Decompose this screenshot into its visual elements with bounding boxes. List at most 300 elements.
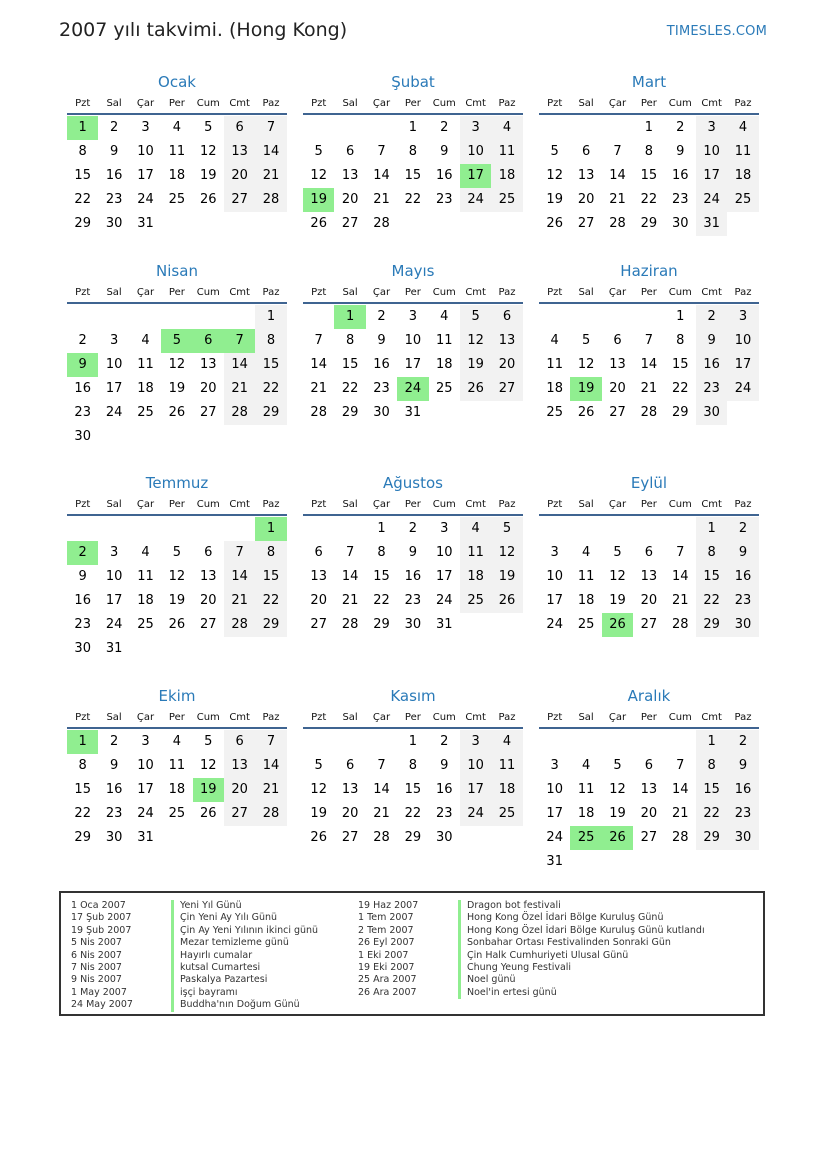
- day-cell: 11: [491, 140, 522, 164]
- month-4: [67, 260, 287, 449]
- month-name: Nisan: [156, 262, 198, 280]
- legend-date: 1 May 2007: [71, 986, 127, 998]
- day-cell: 19: [546, 192, 563, 207]
- day-cell: 24: [727, 377, 758, 401]
- day-empty: [570, 305, 601, 329]
- day-cell: 21: [255, 778, 286, 802]
- day-cell: 23: [435, 192, 453, 207]
- day-cell: 2: [377, 309, 386, 324]
- day-cell: 11: [168, 758, 186, 773]
- day-cell: 30: [435, 830, 453, 845]
- day-cell: 2: [696, 305, 727, 329]
- weekday-label: Per: [640, 287, 657, 298]
- day-cell: 13: [199, 569, 217, 584]
- day-cell: 16: [435, 168, 453, 183]
- day-empty: [665, 730, 696, 754]
- day-cell: 27: [199, 617, 217, 632]
- day-cell: 24: [546, 830, 563, 845]
- day-cell: 2: [727, 730, 758, 754]
- day-cell: 2: [78, 333, 87, 348]
- day-cell: 19: [609, 593, 626, 608]
- day-cell: 20: [199, 593, 217, 608]
- day-cell: 19: [303, 188, 334, 212]
- weekday-label: Paz: [262, 499, 280, 510]
- day-cell: 13: [341, 168, 359, 183]
- day-cell: 12: [460, 329, 491, 353]
- day-cell: 27: [491, 377, 522, 401]
- weekday-label: Paz: [734, 712, 752, 723]
- day-cell: 2: [67, 541, 98, 565]
- day-cell: 4: [141, 545, 150, 560]
- month-2: [303, 71, 523, 236]
- weekday-label: Paz: [498, 712, 516, 723]
- day-cell: 2: [109, 734, 119, 749]
- day-cell: 16: [404, 569, 422, 584]
- day-cell: 6: [193, 329, 224, 353]
- weekday-label: Sal: [106, 98, 122, 109]
- day-cell: 5: [550, 144, 559, 159]
- weekday-label: Cum: [668, 499, 692, 510]
- day-empty: [67, 305, 98, 329]
- day-cell: 10: [696, 140, 727, 164]
- day-cell: 26: [168, 617, 186, 632]
- day-cell: 22: [696, 802, 727, 826]
- day-cell: 20: [310, 593, 327, 608]
- day-cell: 3: [696, 116, 727, 140]
- day-cell: 20: [577, 192, 595, 207]
- day-cell: 22: [671, 381, 689, 396]
- day-cell: 22: [404, 806, 422, 821]
- day-cell: 17: [727, 353, 758, 377]
- day-cell: 20: [224, 778, 255, 802]
- day-cell: 18: [168, 168, 186, 183]
- day-cell: 30: [727, 613, 758, 637]
- weekday-header: [303, 707, 523, 729]
- day-cell: 23: [105, 192, 123, 207]
- weekday-header: [67, 494, 287, 516]
- weekday-label: Cmt: [229, 287, 250, 298]
- day-empty: [570, 730, 601, 754]
- day-cell: 8: [644, 144, 653, 159]
- day-cell: 6: [644, 758, 653, 773]
- day-cell: 31: [137, 830, 154, 845]
- day-cell: 27: [640, 830, 658, 845]
- day-cell: 7: [314, 333, 323, 348]
- weekday-label: Pzt: [311, 98, 327, 109]
- weekday-header: [67, 282, 287, 304]
- weekday-label: Cmt: [465, 98, 486, 109]
- legend-date: 26 Ara 2007: [358, 986, 417, 998]
- day-cell: 12: [491, 541, 522, 565]
- day-cell: 9: [78, 569, 87, 584]
- day-cell: 8: [377, 545, 386, 560]
- day-cell: 13: [491, 329, 522, 353]
- day-cell: 19: [168, 381, 186, 396]
- holiday-legend: [59, 891, 765, 1016]
- day-cell: 5: [613, 758, 622, 773]
- day-grid: [539, 516, 759, 637]
- weekday-label: Paz: [262, 287, 280, 298]
- weekday-label: Cum: [668, 712, 692, 723]
- day-cell: 21: [671, 806, 689, 821]
- day-cell: 14: [640, 357, 658, 372]
- day-cell: 24: [105, 617, 123, 632]
- day-cell: 23: [727, 802, 758, 826]
- day-cell: 9: [440, 758, 449, 773]
- day-cell: 18: [435, 357, 453, 372]
- day-cell: 9: [676, 144, 685, 159]
- day-grid: [67, 304, 287, 449]
- weekday-label: Cum: [196, 98, 220, 109]
- day-cell: 19: [193, 778, 224, 802]
- day-cell: 27: [341, 216, 359, 231]
- day-cell: 17: [546, 806, 563, 821]
- day-cell: 5: [204, 734, 213, 749]
- weekday-label: Cmt: [701, 287, 722, 298]
- weekday-label: Çar: [608, 98, 627, 109]
- legend-item: [358, 987, 705, 999]
- day-cell: 29: [373, 617, 390, 632]
- day-cell: 23: [373, 381, 390, 396]
- month-name: Ağustos: [383, 474, 443, 492]
- day-cell: 25: [491, 802, 522, 826]
- day-empty: [539, 305, 570, 329]
- day-cell: 15: [404, 168, 422, 183]
- legend-item: [71, 937, 318, 949]
- month-name: Şubat: [391, 73, 435, 91]
- day-cell: 16: [373, 357, 390, 372]
- day-cell: 11: [460, 541, 491, 565]
- weekday-label: Per: [640, 499, 657, 510]
- day-cell: 18: [546, 381, 563, 396]
- weekday-label: Cum: [196, 499, 220, 510]
- day-cell: 15: [696, 778, 727, 802]
- day-cell: 23: [74, 405, 91, 420]
- day-cell: 4: [172, 734, 181, 749]
- day-cell: 14: [255, 754, 286, 778]
- site-link[interactable]: TIMESLES.COM: [666, 24, 767, 39]
- day-cell: 16: [727, 565, 758, 589]
- day-cell: 9: [696, 329, 727, 353]
- weekday-header: [303, 93, 523, 115]
- day-cell: 12: [310, 782, 327, 797]
- day-cell: 29: [404, 830, 422, 845]
- weekday-label: Cmt: [465, 712, 486, 723]
- weekday-header: [303, 494, 523, 516]
- day-cell: 15: [74, 782, 91, 797]
- legend-date: 1 Tem 2007: [358, 912, 414, 924]
- weekday-label: Per: [640, 98, 657, 109]
- month-3: [539, 71, 759, 236]
- day-cell: 25: [137, 617, 154, 632]
- weekday-label: Pzt: [311, 712, 327, 723]
- day-cell: 8: [408, 144, 417, 159]
- month-1: [67, 71, 287, 236]
- day-cell: 24: [137, 192, 154, 207]
- day-cell: 1: [67, 116, 98, 140]
- legend-item: [358, 937, 705, 949]
- day-cell: 13: [640, 569, 658, 584]
- day-cell: 7: [224, 541, 255, 565]
- day-cell: 25: [546, 405, 563, 420]
- day-cell: 28: [671, 830, 689, 845]
- legend-item: [71, 912, 318, 924]
- weekday-label: Pzt: [547, 499, 563, 510]
- day-cell: 10: [546, 782, 563, 797]
- day-cell: 11: [546, 357, 563, 372]
- day-cell: 28: [671, 617, 689, 632]
- weekday-label: Sal: [106, 712, 122, 723]
- day-cell: 18: [137, 381, 154, 396]
- day-cell: 8: [78, 144, 87, 159]
- day-cell: 21: [609, 192, 626, 207]
- day-empty: [130, 305, 161, 329]
- day-empty: [161, 517, 192, 541]
- month-name: Aralık: [627, 687, 671, 705]
- day-cell: 7: [676, 758, 685, 773]
- weekday-label: Per: [404, 287, 421, 298]
- day-cell: 24: [696, 188, 727, 212]
- day-grid: [303, 729, 523, 850]
- day-cell: 8: [255, 329, 286, 353]
- day-cell: 14: [310, 357, 327, 372]
- day-cell: 15: [255, 565, 286, 589]
- legend-holiday-name: Noel günü: [458, 974, 516, 986]
- day-cell: 6: [581, 144, 591, 159]
- day-cell: 13: [341, 782, 359, 797]
- legend-date: 9 Nis 2007: [71, 974, 122, 986]
- day-cell: 28: [373, 830, 390, 845]
- legend-item: [71, 999, 318, 1011]
- day-cell: 7: [224, 329, 255, 353]
- day-cell: 17: [460, 164, 491, 188]
- day-cell: 29: [255, 613, 286, 637]
- day-cell: 15: [74, 168, 91, 183]
- day-cell: 20: [199, 381, 217, 396]
- day-cell: 8: [345, 333, 355, 348]
- day-cell: 27: [577, 216, 595, 231]
- day-cell: 1: [696, 730, 727, 754]
- day-empty: [334, 517, 365, 541]
- day-cell: 22: [696, 589, 727, 613]
- day-grid: [67, 516, 287, 661]
- day-cell: 9: [408, 545, 417, 560]
- day-cell: 28: [310, 405, 327, 420]
- day-cell: 28: [609, 216, 626, 231]
- day-cell: 23: [727, 589, 758, 613]
- day-cell: 19: [609, 806, 626, 821]
- day-cell: 17: [137, 782, 154, 797]
- month-name: Mayıs: [391, 262, 435, 280]
- day-cell: 20: [609, 381, 626, 396]
- day-cell: 27: [199, 405, 217, 420]
- day-cell: 7: [345, 545, 355, 560]
- weekday-label: Pzt: [75, 712, 91, 723]
- weekday-label: Pzt: [547, 98, 563, 109]
- legend-item: [71, 974, 318, 986]
- day-cell: 8: [676, 333, 685, 348]
- day-cell: 19: [310, 806, 327, 821]
- day-cell: 13: [577, 168, 595, 183]
- day-cell: 14: [373, 782, 390, 797]
- day-cell: 31: [404, 405, 422, 420]
- weekday-label: Sal: [342, 287, 358, 298]
- day-cell: 28: [224, 613, 255, 637]
- day-cell: 13: [310, 569, 327, 584]
- day-cell: 11: [491, 754, 522, 778]
- day-empty: [224, 305, 255, 329]
- day-empty: [98, 305, 129, 329]
- day-cell: 1: [644, 120, 653, 135]
- day-cell: 14: [671, 782, 689, 797]
- month-name: Mart: [631, 73, 667, 91]
- weekday-label: Çar: [136, 712, 155, 723]
- weekday-label: Cmt: [465, 287, 486, 298]
- day-cell: 29: [341, 405, 359, 420]
- day-cell: 4: [491, 116, 522, 140]
- weekday-label: Per: [640, 712, 657, 723]
- day-empty: [602, 730, 633, 754]
- day-cell: 24: [435, 593, 453, 608]
- day-cell: 22: [255, 377, 286, 401]
- day-cell: 1: [408, 120, 417, 135]
- weekday-header: [67, 93, 287, 115]
- day-empty: [539, 517, 570, 541]
- weekday-label: Çar: [136, 98, 155, 109]
- day-empty: [665, 517, 696, 541]
- day-cell: 2: [676, 120, 685, 135]
- legend-holiday-name: Çin Ay Yeni Yılının ikinci günü: [171, 925, 318, 937]
- legend-item: [358, 950, 705, 962]
- day-grid: [539, 304, 759, 425]
- day-cell: 22: [640, 192, 658, 207]
- day-cell: 3: [460, 116, 491, 140]
- day-cell: 15: [404, 782, 422, 797]
- weekday-label: Çar: [372, 499, 391, 510]
- day-grid: [303, 115, 523, 236]
- day-cell: 1: [334, 305, 365, 329]
- page-title: 2007 yılı takvimi. (Hong Kong): [59, 19, 348, 41]
- weekday-label: Çar: [372, 287, 391, 298]
- day-cell: 1: [408, 734, 417, 749]
- legend-item: [71, 925, 318, 937]
- day-empty: [633, 517, 664, 541]
- day-cell: 23: [435, 806, 453, 821]
- month-8: [303, 472, 523, 637]
- day-cell: 9: [377, 333, 386, 348]
- day-cell: 7: [377, 144, 386, 159]
- month-name: Ocak: [158, 73, 196, 91]
- legend-date: 19 Eki 2007: [358, 961, 415, 973]
- day-cell: 19: [168, 593, 186, 608]
- day-cell: 2: [727, 517, 758, 541]
- day-cell: 11: [137, 569, 154, 584]
- day-empty: [570, 517, 601, 541]
- legend-holiday-name: Hayırlı cumalar: [171, 950, 252, 962]
- day-cell: 14: [609, 168, 626, 183]
- day-cell: 25: [137, 405, 154, 420]
- day-empty: [98, 517, 129, 541]
- day-cell: 20: [640, 806, 658, 821]
- weekday-label: Sal: [578, 712, 594, 723]
- day-cell: 3: [550, 545, 559, 560]
- day-cell: 11: [435, 333, 453, 348]
- day-cell: 28: [224, 401, 255, 425]
- day-cell: 5: [460, 305, 491, 329]
- day-empty: [366, 730, 397, 754]
- day-grid: [67, 115, 287, 236]
- day-cell: 25: [168, 806, 186, 821]
- day-cell: 10: [727, 329, 758, 353]
- day-cell: 5: [491, 517, 522, 541]
- day-cell: 4: [172, 120, 181, 135]
- day-cell: 16: [727, 778, 758, 802]
- legend-holiday-name: Buddha'nın Doğum Günü: [171, 999, 300, 1011]
- weekday-label: Cmt: [701, 98, 722, 109]
- weekday-label: Cum: [196, 287, 220, 298]
- day-grid: [539, 115, 759, 236]
- legend-holiday-name: Paskalya Pazartesi: [171, 974, 267, 986]
- day-cell: 12: [546, 168, 563, 183]
- weekday-label: Çar: [372, 98, 391, 109]
- day-cell: 31: [696, 212, 727, 236]
- day-cell: 2: [408, 521, 417, 536]
- day-empty: [193, 517, 224, 541]
- weekday-label: Paz: [498, 98, 516, 109]
- day-cell: 23: [74, 617, 91, 632]
- day-cell: 9: [727, 754, 758, 778]
- day-cell: 16: [671, 168, 689, 183]
- day-cell: 29: [74, 216, 91, 231]
- day-cell: 17: [460, 778, 491, 802]
- legend-holiday-name: Chung Yeung Festivali: [458, 962, 571, 974]
- day-cell: 22: [255, 589, 286, 613]
- weekday-label: Çar: [136, 287, 155, 298]
- legend-item: [358, 962, 705, 974]
- day-cell: 31: [546, 854, 563, 869]
- weekday-header: [539, 93, 759, 115]
- day-cell: 26: [199, 806, 217, 821]
- weekday-label: Cmt: [701, 499, 722, 510]
- day-cell: 12: [310, 168, 327, 183]
- day-cell: 20: [341, 806, 359, 821]
- legend-date: 24 May 2007: [71, 999, 133, 1011]
- day-cell: 26: [546, 216, 563, 231]
- day-cell: 21: [640, 381, 658, 396]
- day-cell: 13: [609, 357, 626, 372]
- day-cell: 27: [640, 617, 658, 632]
- day-cell: 26: [577, 405, 595, 420]
- day-cell: 30: [727, 826, 758, 850]
- day-cell: 3: [109, 545, 119, 560]
- day-cell: 24: [397, 377, 428, 401]
- day-cell: 13: [199, 357, 217, 372]
- day-cell: 22: [404, 192, 422, 207]
- day-cell: 9: [440, 144, 449, 159]
- day-cell: 18: [727, 164, 758, 188]
- month-12: [539, 685, 759, 874]
- day-cell: 18: [168, 782, 186, 797]
- month-6: [539, 260, 759, 425]
- day-cell: 17: [435, 569, 453, 584]
- month-5: [303, 260, 523, 425]
- legend-holiday-name: kutsal Cumartesi: [171, 962, 260, 974]
- legend-item: [71, 900, 318, 912]
- day-cell: 15: [696, 565, 727, 589]
- day-empty: [633, 730, 664, 754]
- day-cell: 6: [314, 545, 323, 560]
- legend-date: 2 Tem 2007: [358, 924, 414, 936]
